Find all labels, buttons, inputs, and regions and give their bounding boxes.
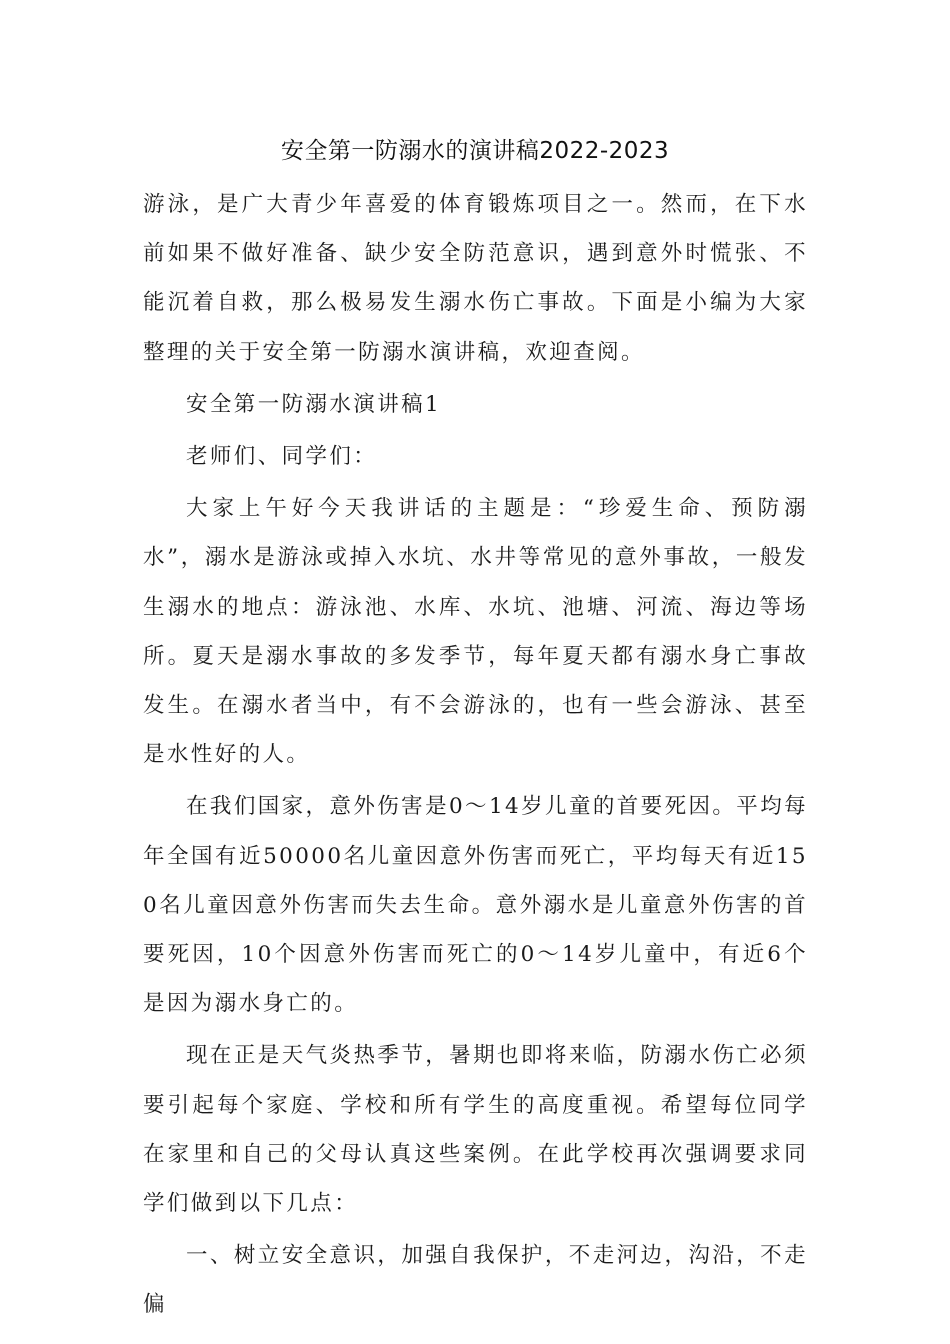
speech-heading: 安全第一防溺水演讲稿1 xyxy=(186,391,442,417)
body-paragraph: 大家上午好今天我讲话的主题是：“珍爱生命、预防溺水”，溺水是游泳或掉入水坑、水井等常见的意外事故，一般发生溺水的地点：游泳池、水库、水坑、池塘、河流、海边等场所。夏天是溺水事故的多发季节，每年夏天都有溺水身亡事故发生。在溺水者当中，有不会游泳的，也有一些会游泳、甚至是水性好的人。 xyxy=(143,496,808,768)
document-body xyxy=(143,180,808,1330)
salutation: 老师们、同学们： xyxy=(186,444,378,470)
intro-paragraph: 游泳，是广大青少年喜爱的体育锻炼项目之一。然而，在下水前如果不做好准备、缺少安全防范意识，遇到意外时慌张、不能沉着自救，那么极易发生溺水伤亡事故。下面是小编为大家整理的关于安全第一防溺水演讲稿，欢迎查阅。 xyxy=(143,192,808,365)
body-paragraph: 一、树立安全意识，加强自我保护，不走河边，沟沿，不走偏 xyxy=(143,1243,808,1318)
body-paragraph: 在我们国家，意外伤害是0～14岁儿童的首要死因。平均每年全国有近50000名儿童因意外伤害而死亡，平均每天有近150名儿童因意外伤害而失去生命。意外溺水是儿童意外伤害的首要死因，10个因意外伤害而死亡的0～14岁儿童中，有近6个是因为溺水身亡的。 xyxy=(143,794,808,1017)
document-title: 安全第一防溺水的演讲稿2022-2023 xyxy=(280,138,670,164)
body-paragraph: 现在正是天气炎热季节，暑期也即将来临，防溺水伤亡必须要引起每个家庭、学校和所有学生的高度重视。希望每位同学在家里和自己的父母认真这些案例。在此学校再次强调要求同学们做到以下几点： xyxy=(143,1043,808,1217)
